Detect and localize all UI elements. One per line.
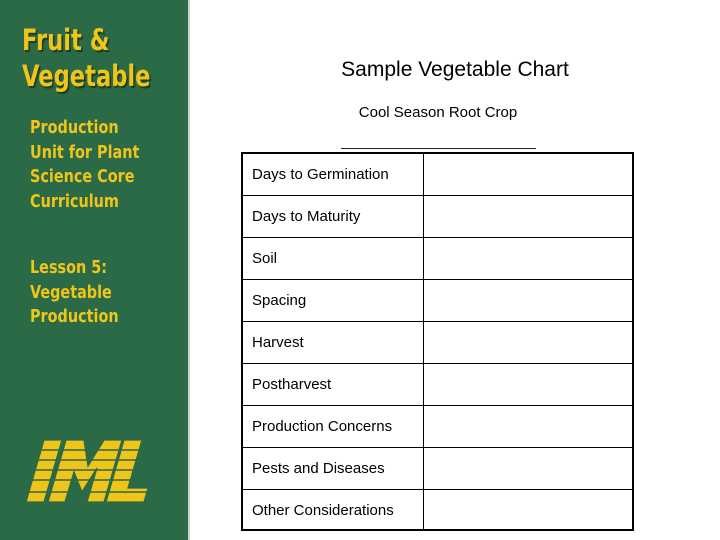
table-row	[243, 448, 632, 490]
row-label: Production Concerns	[243, 406, 424, 447]
table-row	[243, 154, 632, 196]
row-value[interactable]	[424, 322, 632, 363]
crop-label: Cool Season Root Crop	[358, 104, 518, 121]
table-row	[243, 196, 632, 238]
row-label: Other Considerations	[243, 490, 424, 529]
unit-subtitle-line: Production	[30, 117, 119, 138]
row-label: Soil	[243, 238, 424, 279]
row-label: Spacing	[243, 280, 424, 321]
table-row	[243, 490, 632, 529]
row-label: Harvest	[243, 322, 424, 363]
row-value[interactable]	[424, 448, 632, 489]
table-row	[243, 238, 632, 280]
unit-title-line1: Fruit &	[22, 23, 110, 57]
page-title: Sample Vegetable Chart	[341, 58, 569, 81]
row-value[interactable]	[424, 238, 632, 279]
table-row	[243, 280, 632, 322]
row-value[interactable]	[424, 196, 632, 237]
row-value[interactable]	[424, 490, 632, 529]
unit-subtitle-line: Curriculum	[30, 190, 119, 212]
crop-name-blank	[341, 148, 536, 149]
lesson-title-line: Lesson 5:	[30, 257, 108, 278]
lesson-title	[30, 256, 119, 330]
table-row	[243, 364, 632, 406]
unit-subtitle	[30, 116, 139, 214]
row-label: Days to Maturity	[243, 196, 424, 237]
table-row	[243, 406, 632, 448]
row-value[interactable]	[424, 154, 632, 195]
vegetable-chart-table	[241, 152, 634, 531]
lesson-title-line: Vegetable	[30, 281, 112, 303]
row-label: Postharvest	[243, 364, 424, 405]
row-value[interactable]	[424, 364, 632, 405]
lesson-title-line: Production	[30, 306, 119, 327]
table-row	[243, 322, 632, 364]
sidebar	[0, 0, 189, 540]
unit-title	[22, 22, 151, 94]
row-value[interactable]	[424, 280, 632, 321]
row-label: Pests and Diseases	[243, 448, 424, 489]
iml-logo	[22, 436, 148, 506]
row-label: Days to Germination	[243, 154, 424, 195]
unit-subtitle-line: Science Core	[30, 166, 135, 187]
unit-title-line2: Vegetable	[22, 59, 151, 93]
row-value[interactable]	[424, 406, 632, 447]
unit-subtitle-line: Unit for Plant	[30, 141, 140, 163]
